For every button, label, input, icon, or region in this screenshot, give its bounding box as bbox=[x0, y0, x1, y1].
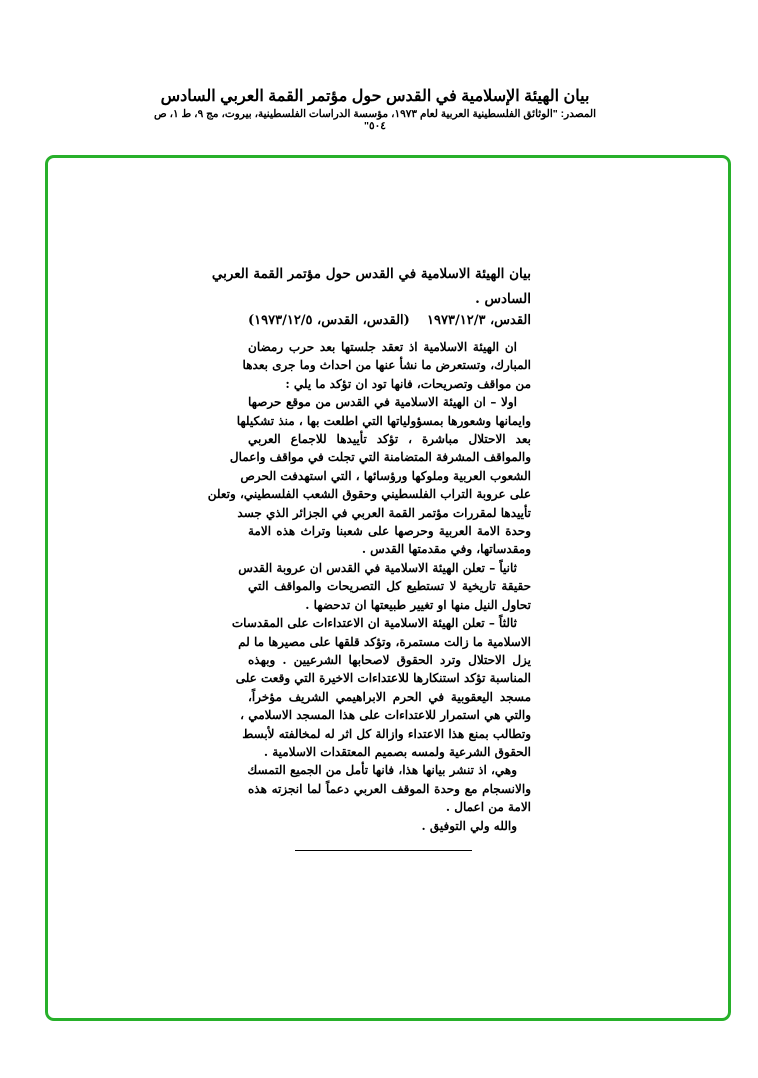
text-line: مسجد اليعقوبية في الحرم الابراهيمي الشريف مؤخراً، bbox=[248, 689, 531, 704]
date-published: (القدس، القدس، ١٩٧٣/١٢/٥) bbox=[248, 313, 410, 328]
text-line: بعد الاحتلال مباشرة ، تؤكد تأييدها للاجماع العربي bbox=[248, 432, 531, 447]
title-line: بيان الهيئة الاسلامية في القدس حول مؤتمر القمة العربي bbox=[211, 266, 531, 282]
text-line: ثانياً – تعلن الهيئة الاسلامية في القدس ان عروبة القدس bbox=[238, 560, 517, 575]
text-line: والتي هي استمرار للاعتداءات على هذا المسجد الاسلامي ، bbox=[240, 708, 531, 723]
text-line: يزل الاحتلال وترد الحقوق لاصحابها الشرعيين . وبهذه bbox=[248, 652, 531, 667]
closing-line: والله ولي التوفيق . bbox=[421, 818, 517, 833]
text-line: ومقدساتها، وفي مقدمتها القدس . bbox=[361, 542, 531, 557]
text-line: ان الهيئة الاسلامية اذ تعقد جلستها بعد حرب رمضان bbox=[248, 340, 517, 354]
text-line: الاسلامية ما زالت مستمرة، وتؤكد قلقها على مصيرها ما لم bbox=[238, 634, 531, 649]
page-title: بيان الهيئة الإسلامية في القدس حول مؤتمر القمة العربي السادس bbox=[160, 88, 590, 105]
text-line: وحدة الامة العربية وحرصها على شعبنا وتراث هذه الامة bbox=[248, 524, 531, 539]
text-line: اولا – ان الهيئة الاسلامية في القدس من موقع حرصها bbox=[248, 395, 517, 410]
title-line: السادس . bbox=[475, 291, 531, 307]
document-title bbox=[211, 262, 531, 312]
text-line: وتطالب بمنع هذا الاعتداء وازالة كل اثر له لمخالفته لأبسط bbox=[242, 726, 531, 741]
text-line: والمواقف المشرفة المتضامنة التي تجلت في مواقف واعمال bbox=[229, 450, 531, 465]
text-line: تأييدها لمقررات مؤتمر القمة العربي في الجزائر الذي جسد bbox=[237, 505, 531, 520]
date-issued: القدس، ١٩٧٣/١٢/٣ bbox=[427, 313, 531, 328]
text-line: الحقوق الشرعية ولمسه بصميم المعتقدات الاسلامية . bbox=[263, 744, 531, 759]
text-line: الامة من اعمال . bbox=[445, 800, 531, 815]
text-line: تحاول النيل منها او تغيير طبيعتها ان تدحضها . bbox=[305, 597, 531, 612]
text-line: وايمانها وشعورها بمسؤولياتها التي اطلعت بها ، منذ تشكيلها bbox=[236, 413, 531, 428]
dateline bbox=[248, 313, 531, 328]
text-line: ثالثاً – تعلن الهيئة الاسلامية ان الاعتداءات على المقدسات bbox=[231, 616, 517, 631]
text-line: والانسجام مع وحدة الموقف العربي دعماً لما انجزته هذه bbox=[248, 781, 531, 796]
document-body bbox=[207, 338, 531, 835]
text-line: حقيقة تاريخية لا تستطيع كل التصريحات والمواقف التي bbox=[248, 579, 531, 594]
text-line: وهي، اذ تنشر بيانها هذا، فانها تأمل من الجميع التمسك bbox=[247, 763, 517, 778]
text-line: من مواقف وتصريحات، فانها تود ان تؤكد ما يلي : bbox=[285, 376, 531, 391]
divider-rule bbox=[295, 850, 472, 851]
text-line: المناسبة تؤكد استنكارها للاعتداءات الاخيرة التي وقعت على bbox=[235, 671, 531, 686]
source-citation: المصدر: "الوثائق الفلسطينية العربية لعام ١٩٧٣، مؤسسة الدراسات الفلسطينية، بيروت، مج ٩، ط ١، ص ٥٠٤" bbox=[153, 108, 597, 132]
text-line: على عروبة التراب الفلسطيني وحقوق الشعب الفلسطيني، وتعلن bbox=[207, 487, 531, 502]
text-line: الشعوب العربية وملوكها ورؤسائها ، التي استهدفت الحرص bbox=[240, 468, 531, 483]
text-line: المبارك، وتستعرض ما نشأ عنها من احداث وما جرى بعدها bbox=[242, 358, 531, 373]
